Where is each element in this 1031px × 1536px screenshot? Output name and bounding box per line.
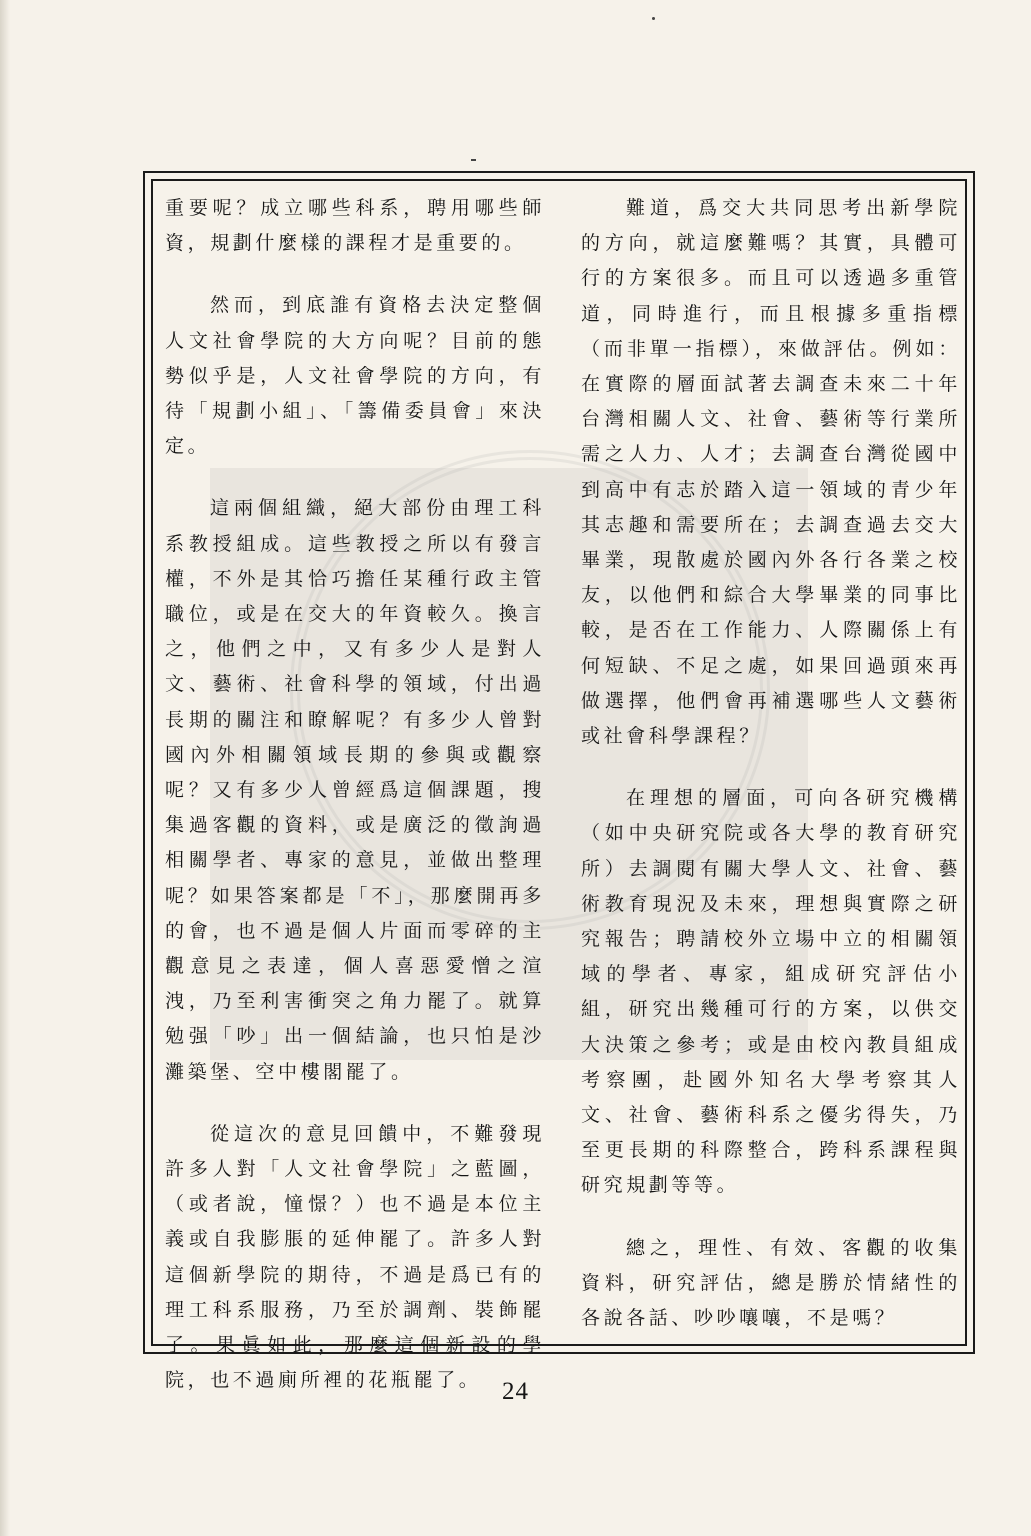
scan-speck	[652, 17, 655, 20]
paragraph: 這兩個組織，絕大部份由理工科系教授組成。這些教授之所以有發言權，不外是其恰巧擔任某種行政主管職位，或是在交大的年資較久。換言之，他們之中，又有多少人是對人文、藝術、社會科學的領域，付出過長期的關注和瞭解呢？有多少人曾對國內外相關領域長期的參與或觀察呢？又有多少人曾經爲這個課題，搜集過客觀的資料，或是廣泛的徵詢過相關學者、專家的意見，並做出整理呢？如果答案都是「不」，那麼開再多的會，也不過是個人片面而零碎的主觀意見之表達，個人喜惡愛憎之渲洩，乃至利害衝突之角力罷了。就算勉强「吵」出一個結論，也只怕是沙灘築堡、空中樓閣罷了。	[165, 497, 545, 1083]
paragraph: 難道，爲交大共同思考出新學院的方向，就這麼難嗎？其實，具體可行的方案很多。而且可以透過多重管道，同時進行，而且根據多重指標（而非單一指標），來做評估。例如：在實際的層面試著去調查未來二十年台灣相關人文、社會、藝術等行業所需之人力、人才；去調查台灣從國中到高中有志於踏入這一領域的青少年其志趣和需要所在；去調查過去交大畢業，現散處於國內外各行各業之校友，以他們和綜合大學畢業的同事比較，是否在工作能力、人際關係上有何短缺、不足之處，如果回過頭來再做選擇，他們會再補選哪些人文藝術或社會科學課程？	[581, 197, 961, 748]
left-text-column	[165, 191, 545, 1426]
scan-speck	[471, 159, 476, 161]
paragraph: 總之，理性、有效、客觀的收集資料，研究評估，總是勝於情緒性的各說各話、吵吵嚷嚷，不是嗎？	[581, 1236, 961, 1330]
page-number: 24	[502, 1378, 529, 1405]
paragraph: 從這次的意見回饋中，不難發現許多人對「人文社會學院」之藍圖，（或者說，憧憬？）也不過是本位主義或自我膨脹的延伸罷了。許多人對這個新學院的期待，不過是爲已有的理工科系服務，乃至於調劑、裝飾罷了。果眞如此，那麼這個新設的學院，也不過廁所裡的花瓶罷了。	[165, 1122, 545, 1392]
paragraph: 然而，到底誰有資格去決定整個人文社會學院的大方向呢？目前的態勢似乎是，人文社會學院的方向，有待「規劃小組」、「籌備委員會」來決定。	[165, 294, 545, 458]
paragraph: 重要呢？成立哪些科系，聘用哪些師資，規劃什麼樣的課程才是重要的。	[165, 197, 545, 255]
page-edge-shadow	[0, 0, 10, 1536]
right-text-column	[581, 191, 961, 1363]
paragraph: 在理想的層面，可向各研究機構（如中央研究院或各大學的教育研究所）去調閱有關大學人文、社會、藝術教育現況及未來，理想與實際之研究報告；聘請校外立場中立的相關領域的學者、專家，組成研究評估小組，研究出幾種可行的方案，以供交大決策之參考；或是由校內教員組成考察團，赴國外知名大學考察其人文、社會、藝術科系之優劣得失，乃至更長期的科際整合，跨科系課程與研究規劃等等。	[581, 787, 961, 1197]
